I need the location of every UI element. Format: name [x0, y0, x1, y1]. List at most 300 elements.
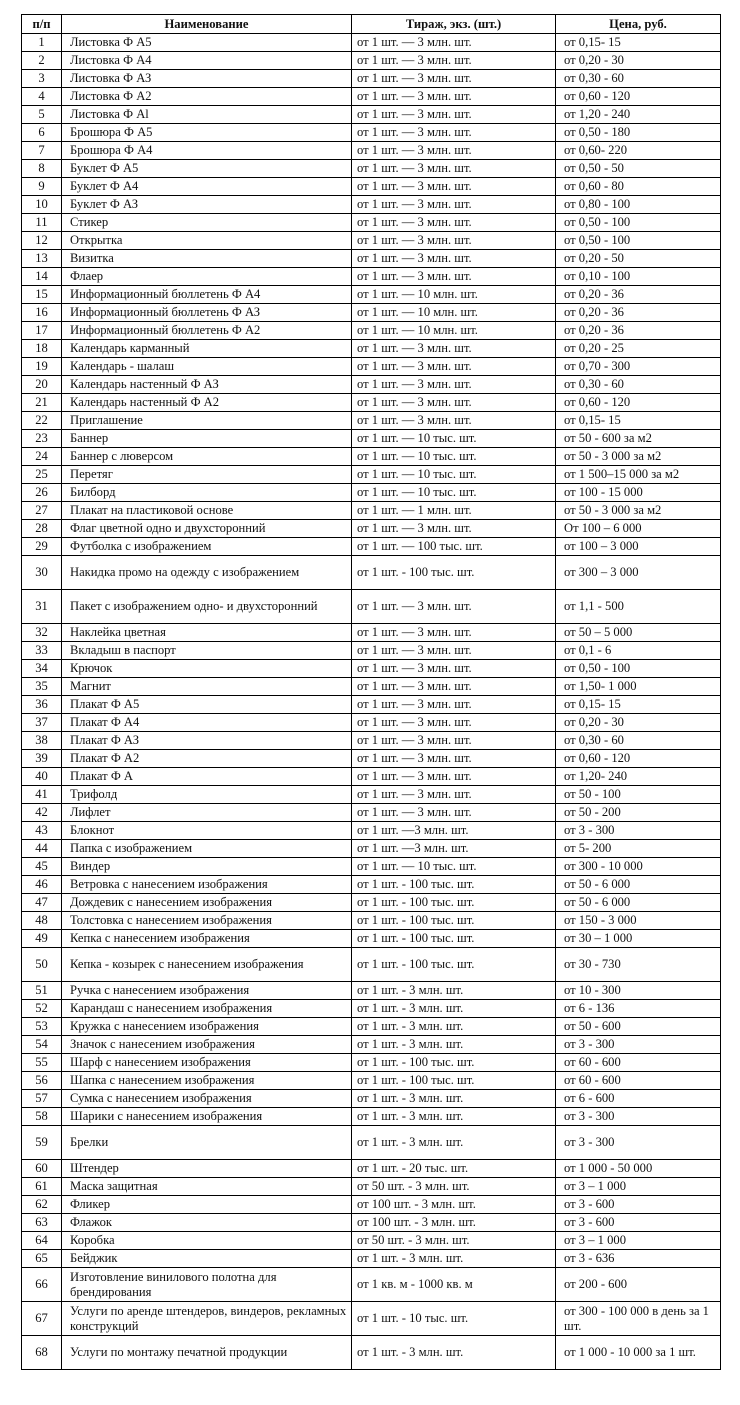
- row-name: Лифлет: [62, 804, 352, 822]
- table-row: [22, 696, 721, 714]
- row-price: от 3 - 636: [556, 1250, 721, 1268]
- row-name: Вкладыш в паспорт: [62, 642, 352, 660]
- row-run: от 1 шт. - 100 тыс. шт.: [352, 1054, 556, 1072]
- row-run: от 1 шт. - 100 тыс. шт.: [352, 930, 556, 948]
- row-price: от 0,70 - 300: [556, 358, 721, 376]
- row-run: от 1 шт. — 3 млн. шт.: [352, 696, 556, 714]
- row-name: Крючок: [62, 660, 352, 678]
- table-row: [22, 484, 721, 502]
- row-num: 50: [22, 948, 62, 982]
- row-name: Ручка с нанесением изображения: [62, 982, 352, 1000]
- row-run: от 1 шт. — 3 млн. шт.: [352, 268, 556, 286]
- row-name: Магнит: [62, 678, 352, 696]
- row-num: 41: [22, 786, 62, 804]
- row-name: Кепка с нанесением изображения: [62, 930, 352, 948]
- table-row: [22, 1000, 721, 1018]
- header-run: Тираж, экз. (шт.): [352, 15, 556, 34]
- row-price: от 0,60 - 80: [556, 178, 721, 196]
- row-name: Плакат Ф А2: [62, 750, 352, 768]
- row-num: 34: [22, 660, 62, 678]
- row-name: Изготовление винилового полотна для брендирования: [62, 1268, 352, 1302]
- row-run: от 1 шт. - 100 тыс. шт.: [352, 912, 556, 930]
- row-num: 47: [22, 894, 62, 912]
- row-name: Значок с нанесением изображения: [62, 1036, 352, 1054]
- row-num: 43: [22, 822, 62, 840]
- row-price: от 0,20 - 25: [556, 340, 721, 358]
- row-name: Сумка с нанесением изображения: [62, 1090, 352, 1108]
- row-num: 13: [22, 250, 62, 268]
- row-name: Кепка - козырек с нанесением изображения: [62, 948, 352, 982]
- table-row: [22, 624, 721, 642]
- row-num: 7: [22, 142, 62, 160]
- row-num: 1: [22, 34, 62, 52]
- row-run: от 1 шт. — 3 млн. шт.: [352, 376, 556, 394]
- row-run: от 1 шт. — 3 млн. шт.: [352, 34, 556, 52]
- row-run: от 1 шт. - 20 тыс. шт.: [352, 1160, 556, 1178]
- row-price: от 1 000 - 50 000: [556, 1160, 721, 1178]
- row-run: от 1 кв. м - 1000 кв. м: [352, 1268, 556, 1302]
- row-num: 49: [22, 930, 62, 948]
- row-price: от 200 - 600: [556, 1268, 721, 1302]
- row-name: Карандаш с нанесением изображения: [62, 1000, 352, 1018]
- row-name: Баннер: [62, 430, 352, 448]
- row-run: от 1 шт. — 3 млн. шт.: [352, 412, 556, 430]
- row-price: от 0,60- 220: [556, 142, 721, 160]
- table-row: [22, 124, 721, 142]
- row-name: Информационный бюллетень Ф АЗ: [62, 304, 352, 322]
- row-num: 64: [22, 1232, 62, 1250]
- row-price: от 1,1 - 500: [556, 590, 721, 624]
- row-price: от 50 - 200: [556, 804, 721, 822]
- row-num: 57: [22, 1090, 62, 1108]
- row-name: Календарь карманный: [62, 340, 352, 358]
- row-run: от 1 шт. — 3 млн. шт.: [352, 70, 556, 88]
- table-row: [22, 52, 721, 70]
- row-price: от 0,60 - 120: [556, 88, 721, 106]
- row-num: 20: [22, 376, 62, 394]
- table-header-row: [22, 15, 721, 34]
- table-row: [22, 88, 721, 106]
- row-num: 68: [22, 1336, 62, 1370]
- row-name: Брошюра Ф А5: [62, 124, 352, 142]
- row-price: от 150 - 3 000: [556, 912, 721, 930]
- row-run: от 1 шт. - 100 тыс. шт.: [352, 1072, 556, 1090]
- table-row: [22, 1036, 721, 1054]
- row-num: 61: [22, 1178, 62, 1196]
- row-name: Трифолд: [62, 786, 352, 804]
- row-num: 14: [22, 268, 62, 286]
- row-run: от 1 шт. — 3 млн. шт.: [352, 358, 556, 376]
- table-row: [22, 1302, 721, 1336]
- row-name: Наклейка цветная: [62, 624, 352, 642]
- header-name: Наименование: [62, 15, 352, 34]
- row-run: от 1 шт. — 3 млн. шт.: [352, 214, 556, 232]
- row-name: Коробка: [62, 1232, 352, 1250]
- row-price: от 3 - 300: [556, 1108, 721, 1126]
- row-run: от 1 шт. — 3 млн. шт.: [352, 340, 556, 358]
- row-price: от 30 - 730: [556, 948, 721, 982]
- row-price: от 0,80 - 100: [556, 196, 721, 214]
- table-row: [22, 412, 721, 430]
- row-price: от 0,20 - 36: [556, 322, 721, 340]
- table-row: [22, 430, 721, 448]
- row-num: 62: [22, 1196, 62, 1214]
- row-num: 15: [22, 286, 62, 304]
- table-row: [22, 822, 721, 840]
- row-num: 9: [22, 178, 62, 196]
- row-name: Открытка: [62, 232, 352, 250]
- table-row: [22, 1178, 721, 1196]
- row-price: От 100 – 6 000: [556, 520, 721, 538]
- row-price: от 300 - 10 000: [556, 858, 721, 876]
- row-run: от 1 шт. — 1 млн. шт.: [352, 502, 556, 520]
- row-price: от 300 – 3 000: [556, 556, 721, 590]
- table-row: [22, 304, 721, 322]
- table-row: [22, 160, 721, 178]
- table-row: [22, 930, 721, 948]
- row-num: 30: [22, 556, 62, 590]
- table-row: [22, 214, 721, 232]
- row-run: от 1 шт. - 100 тыс. шт.: [352, 894, 556, 912]
- row-num: 59: [22, 1126, 62, 1160]
- row-name: Брелки: [62, 1126, 352, 1160]
- row-run: от 1 шт. — 3 млн. шт.: [352, 732, 556, 750]
- row-num: 51: [22, 982, 62, 1000]
- row-num: 6: [22, 124, 62, 142]
- table-row: [22, 232, 721, 250]
- row-run: от 1 шт. — 10 тыс. шт.: [352, 448, 556, 466]
- table-row: [22, 786, 721, 804]
- table-row: [22, 858, 721, 876]
- header-price: Цена, руб.: [556, 15, 721, 34]
- row-num: 16: [22, 304, 62, 322]
- row-price: от 0,20 - 50: [556, 250, 721, 268]
- table-row: [22, 678, 721, 696]
- row-num: 23: [22, 430, 62, 448]
- row-name: Календарь настенный Ф АЗ: [62, 376, 352, 394]
- row-run: от 1 шт. - 3 млн. шт.: [352, 1108, 556, 1126]
- row-run: от 1 шт. —3 млн. шт.: [352, 840, 556, 858]
- row-num: 35: [22, 678, 62, 696]
- row-run: от 1 шт. — 10 млн. шт.: [352, 304, 556, 322]
- row-num: 56: [22, 1072, 62, 1090]
- row-run: от 1 шт. — 10 млн. шт.: [352, 286, 556, 304]
- row-name: Услуги по аренде штендеров, виндеров, рекламных конструкций: [62, 1302, 352, 1336]
- row-num: 36: [22, 696, 62, 714]
- row-price: от 0,20 - 30: [556, 714, 721, 732]
- table-row: [22, 556, 721, 590]
- row-num: 53: [22, 1018, 62, 1036]
- table-row: [22, 714, 721, 732]
- row-name: Фликер: [62, 1196, 352, 1214]
- row-name: Ветровка с нанесением изображения: [62, 876, 352, 894]
- table-row: [22, 768, 721, 786]
- row-num: 3: [22, 70, 62, 88]
- row-name: Информационный бюллетень Ф А4: [62, 286, 352, 304]
- row-price: от 5- 200: [556, 840, 721, 858]
- row-name: Шарики с нанесением изображения: [62, 1108, 352, 1126]
- row-price: от 6 - 600: [556, 1090, 721, 1108]
- table-row: [22, 750, 721, 768]
- row-name: Маска защитная: [62, 1178, 352, 1196]
- row-price: от 0,15- 15: [556, 412, 721, 430]
- table-row: [22, 340, 721, 358]
- table-row: [22, 1336, 721, 1370]
- row-name: Накидка промо на одежду с изображением: [62, 556, 352, 590]
- row-name: Шарф с нанесением изображения: [62, 1054, 352, 1072]
- table-row: [22, 178, 721, 196]
- row-price: от 0,60 - 120: [556, 394, 721, 412]
- row-run: от 100 шт. - 3 млн. шт.: [352, 1196, 556, 1214]
- row-name: Толстовка с нанесением изображения: [62, 912, 352, 930]
- row-price: от 0,1 - 6: [556, 642, 721, 660]
- row-num: 37: [22, 714, 62, 732]
- row-run: от 1 шт. — 3 млн. шт.: [352, 660, 556, 678]
- row-run: от 1 шт. - 100 тыс. шт.: [352, 948, 556, 982]
- row-price: от 3 - 300: [556, 1126, 721, 1160]
- row-name: Информационный бюллетень Ф А2: [62, 322, 352, 340]
- row-price: от 0,20 - 36: [556, 304, 721, 322]
- row-run: от 1 шт. — 3 млн. шт.: [352, 52, 556, 70]
- row-name: Плакат Ф А: [62, 768, 352, 786]
- row-price: от 0,50 - 100: [556, 214, 721, 232]
- row-run: от 1 шт. - 100 тыс. шт.: [352, 876, 556, 894]
- row-price: от 1 000 - 10 000 за 1 шт.: [556, 1336, 721, 1370]
- row-name: Листовка Ф А2: [62, 88, 352, 106]
- row-num: 46: [22, 876, 62, 894]
- row-name: Плакат Ф А4: [62, 714, 352, 732]
- row-run: от 50 шт. - 3 млн. шт.: [352, 1232, 556, 1250]
- table-row: [22, 1090, 721, 1108]
- row-name: Перетяг: [62, 466, 352, 484]
- row-run: от 1 шт. - 3 млн. шт.: [352, 1090, 556, 1108]
- row-num: 60: [22, 1160, 62, 1178]
- table-row: [22, 948, 721, 982]
- table-row: [22, 642, 721, 660]
- table-row: [22, 106, 721, 124]
- row-price: от 100 – 3 000: [556, 538, 721, 556]
- row-num: 45: [22, 858, 62, 876]
- row-num: 12: [22, 232, 62, 250]
- row-run: от 100 шт. - 3 млн. шт.: [352, 1214, 556, 1232]
- row-name: Дождевик с нанесением изображения: [62, 894, 352, 912]
- table-row: [22, 1250, 721, 1268]
- row-num: 65: [22, 1250, 62, 1268]
- row-name: Буклет Ф А4: [62, 178, 352, 196]
- row-num: 48: [22, 912, 62, 930]
- row-price: от 50 - 3 000 за м2: [556, 448, 721, 466]
- row-price: от 6 - 136: [556, 1000, 721, 1018]
- table-row: [22, 322, 721, 340]
- row-name: Флажок: [62, 1214, 352, 1232]
- row-price: от 0,30 - 60: [556, 732, 721, 750]
- row-run: от 1 шт. — 3 млн. шт.: [352, 250, 556, 268]
- row-price: от 3 – 1 000: [556, 1178, 721, 1196]
- row-name: Листовка Ф Al: [62, 106, 352, 124]
- row-price: от 100 - 15 000: [556, 484, 721, 502]
- row-num: 38: [22, 732, 62, 750]
- row-price: от 0,15- 15: [556, 696, 721, 714]
- row-run: от 1 шт. — 3 млн. шт.: [352, 804, 556, 822]
- row-run: от 1 шт. — 3 млн. шт.: [352, 590, 556, 624]
- row-run: от 1 шт. — 3 млн. шт.: [352, 106, 556, 124]
- row-price: от 10 - 300: [556, 982, 721, 1000]
- row-run: от 1 шт. — 3 млн. шт.: [352, 768, 556, 786]
- table-row: [22, 70, 721, 88]
- row-name: Билборд: [62, 484, 352, 502]
- row-run: от 1 шт. — 10 млн. шт.: [352, 322, 556, 340]
- table-row: [22, 466, 721, 484]
- row-price: от 30 – 1 000: [556, 930, 721, 948]
- table-row: [22, 448, 721, 466]
- row-price: от 1 500–15 000 за м2: [556, 466, 721, 484]
- row-run: от 1 шт. — 3 млн. шт.: [352, 624, 556, 642]
- row-name: Листовка Ф АЗ: [62, 70, 352, 88]
- row-run: от 1 шт. —3 млн. шт.: [352, 822, 556, 840]
- row-price: от 3 - 300: [556, 1036, 721, 1054]
- row-num: 58: [22, 1108, 62, 1126]
- row-num: 22: [22, 412, 62, 430]
- row-price: от 50 – 5 000: [556, 624, 721, 642]
- table-row: [22, 1268, 721, 1302]
- row-name: Баннер с люверсом: [62, 448, 352, 466]
- table-row: [22, 1054, 721, 1072]
- row-run: от 1 шт. — 10 тыс. шт.: [352, 466, 556, 484]
- row-price: от 0,50 - 50: [556, 160, 721, 178]
- row-num: 17: [22, 322, 62, 340]
- row-run: от 1 шт. - 3 млн. шт.: [352, 1018, 556, 1036]
- row-price: от 0,50 - 180: [556, 124, 721, 142]
- row-run: от 1 шт. — 3 млн. шт.: [352, 714, 556, 732]
- row-price: от 50 - 6 000: [556, 876, 721, 894]
- row-num: 33: [22, 642, 62, 660]
- row-price: от 0,30 - 60: [556, 70, 721, 88]
- row-name: Плакат Ф АЗ: [62, 732, 352, 750]
- table-row: [22, 660, 721, 678]
- table-row: [22, 982, 721, 1000]
- row-num: 52: [22, 1000, 62, 1018]
- row-run: от 1 шт. — 3 млн. шт.: [352, 750, 556, 768]
- row-price: от 3 - 600: [556, 1214, 721, 1232]
- table-row: [22, 1160, 721, 1178]
- table-row: [22, 804, 721, 822]
- table-row: [22, 520, 721, 538]
- table-row: [22, 1214, 721, 1232]
- header-num: п/п: [22, 15, 62, 34]
- row-run: от 1 шт. — 3 млн. шт.: [352, 124, 556, 142]
- table-row: [22, 268, 721, 286]
- row-num: 40: [22, 768, 62, 786]
- row-price: от 3 - 300: [556, 822, 721, 840]
- row-run: от 1 шт. - 10 тыс. шт.: [352, 1302, 556, 1336]
- row-run: от 1 шт. — 100 тыс. шт.: [352, 538, 556, 556]
- table-row: [22, 538, 721, 556]
- row-run: от 1 шт. - 3 млн. шт.: [352, 1250, 556, 1268]
- table-row: [22, 142, 721, 160]
- row-name: Календарь - шалаш: [62, 358, 352, 376]
- row-num: 25: [22, 466, 62, 484]
- row-run: от 1 шт. - 100 тыс. шт.: [352, 556, 556, 590]
- table-row: [22, 286, 721, 304]
- table-row: [22, 34, 721, 52]
- table-row: [22, 1196, 721, 1214]
- table-row: [22, 1126, 721, 1160]
- row-name: Бейджик: [62, 1250, 352, 1268]
- table-row: [22, 376, 721, 394]
- row-num: 44: [22, 840, 62, 858]
- row-num: 31: [22, 590, 62, 624]
- row-name: Виндер: [62, 858, 352, 876]
- row-price: от 60 - 600: [556, 1072, 721, 1090]
- row-price: от 50 - 100: [556, 786, 721, 804]
- row-run: от 1 шт. — 3 млн. шт.: [352, 232, 556, 250]
- row-run: от 1 шт. - 3 млн. шт.: [352, 1036, 556, 1054]
- row-name: Штендер: [62, 1160, 352, 1178]
- row-name: Флаер: [62, 268, 352, 286]
- row-name: Блокнот: [62, 822, 352, 840]
- table-row: [22, 1232, 721, 1250]
- table-body: [22, 34, 721, 1370]
- row-price: от 0,20 - 30: [556, 52, 721, 70]
- row-num: 10: [22, 196, 62, 214]
- row-run: от 1 шт. — 3 млн. шт.: [352, 394, 556, 412]
- row-name: Приглашение: [62, 412, 352, 430]
- row-name: Буклет Ф АЗ: [62, 196, 352, 214]
- row-run: от 1 шт. — 3 млн. шт.: [352, 142, 556, 160]
- row-num: 42: [22, 804, 62, 822]
- row-name: Шапка с нанесением изображения: [62, 1072, 352, 1090]
- table-row: [22, 394, 721, 412]
- table-row: [22, 912, 721, 930]
- row-num: 29: [22, 538, 62, 556]
- row-name: Стикер: [62, 214, 352, 232]
- table-row: [22, 358, 721, 376]
- row-name: Папка с изображением: [62, 840, 352, 858]
- table-row: [22, 590, 721, 624]
- row-name: Футболка с изображением: [62, 538, 352, 556]
- row-price: от 0,30 - 60: [556, 376, 721, 394]
- row-name: Пакет с изображением одно- и двухсторонний: [62, 590, 352, 624]
- row-num: 67: [22, 1302, 62, 1336]
- table-row: [22, 840, 721, 858]
- row-name: Плакат на пластиковой основе: [62, 502, 352, 520]
- row-num: 55: [22, 1054, 62, 1072]
- row-price: от 0,50 - 100: [556, 660, 721, 678]
- row-run: от 1 шт. — 3 млн. шт.: [352, 88, 556, 106]
- row-name: Флаг цветной одно и двухсторонний: [62, 520, 352, 538]
- row-num: 19: [22, 358, 62, 376]
- price-table: [21, 14, 721, 1370]
- row-num: 11: [22, 214, 62, 232]
- row-price: от 0,50 - 100: [556, 232, 721, 250]
- row-name: Услуги по монтажу печатной продукции: [62, 1336, 352, 1370]
- row-name: Кружка с нанесением изображения: [62, 1018, 352, 1036]
- row-price: от 50 - 600 за м2: [556, 430, 721, 448]
- row-num: 4: [22, 88, 62, 106]
- row-num: 66: [22, 1268, 62, 1302]
- row-price: от 50 - 600: [556, 1018, 721, 1036]
- row-run: от 1 шт. — 3 млн. шт.: [352, 642, 556, 660]
- row-run: от 1 шт. - 3 млн. шт.: [352, 1336, 556, 1370]
- table-row: [22, 250, 721, 268]
- row-price: от 50 - 3 000 за м2: [556, 502, 721, 520]
- row-run: от 1 шт. - 3 млн. шт.: [352, 982, 556, 1000]
- row-price: от 3 – 1 000: [556, 1232, 721, 1250]
- row-price: от 0,60 - 120: [556, 750, 721, 768]
- table-row: [22, 196, 721, 214]
- row-name: Листовка Ф А5: [62, 34, 352, 52]
- row-run: от 1 шт. — 3 млн. шт.: [352, 178, 556, 196]
